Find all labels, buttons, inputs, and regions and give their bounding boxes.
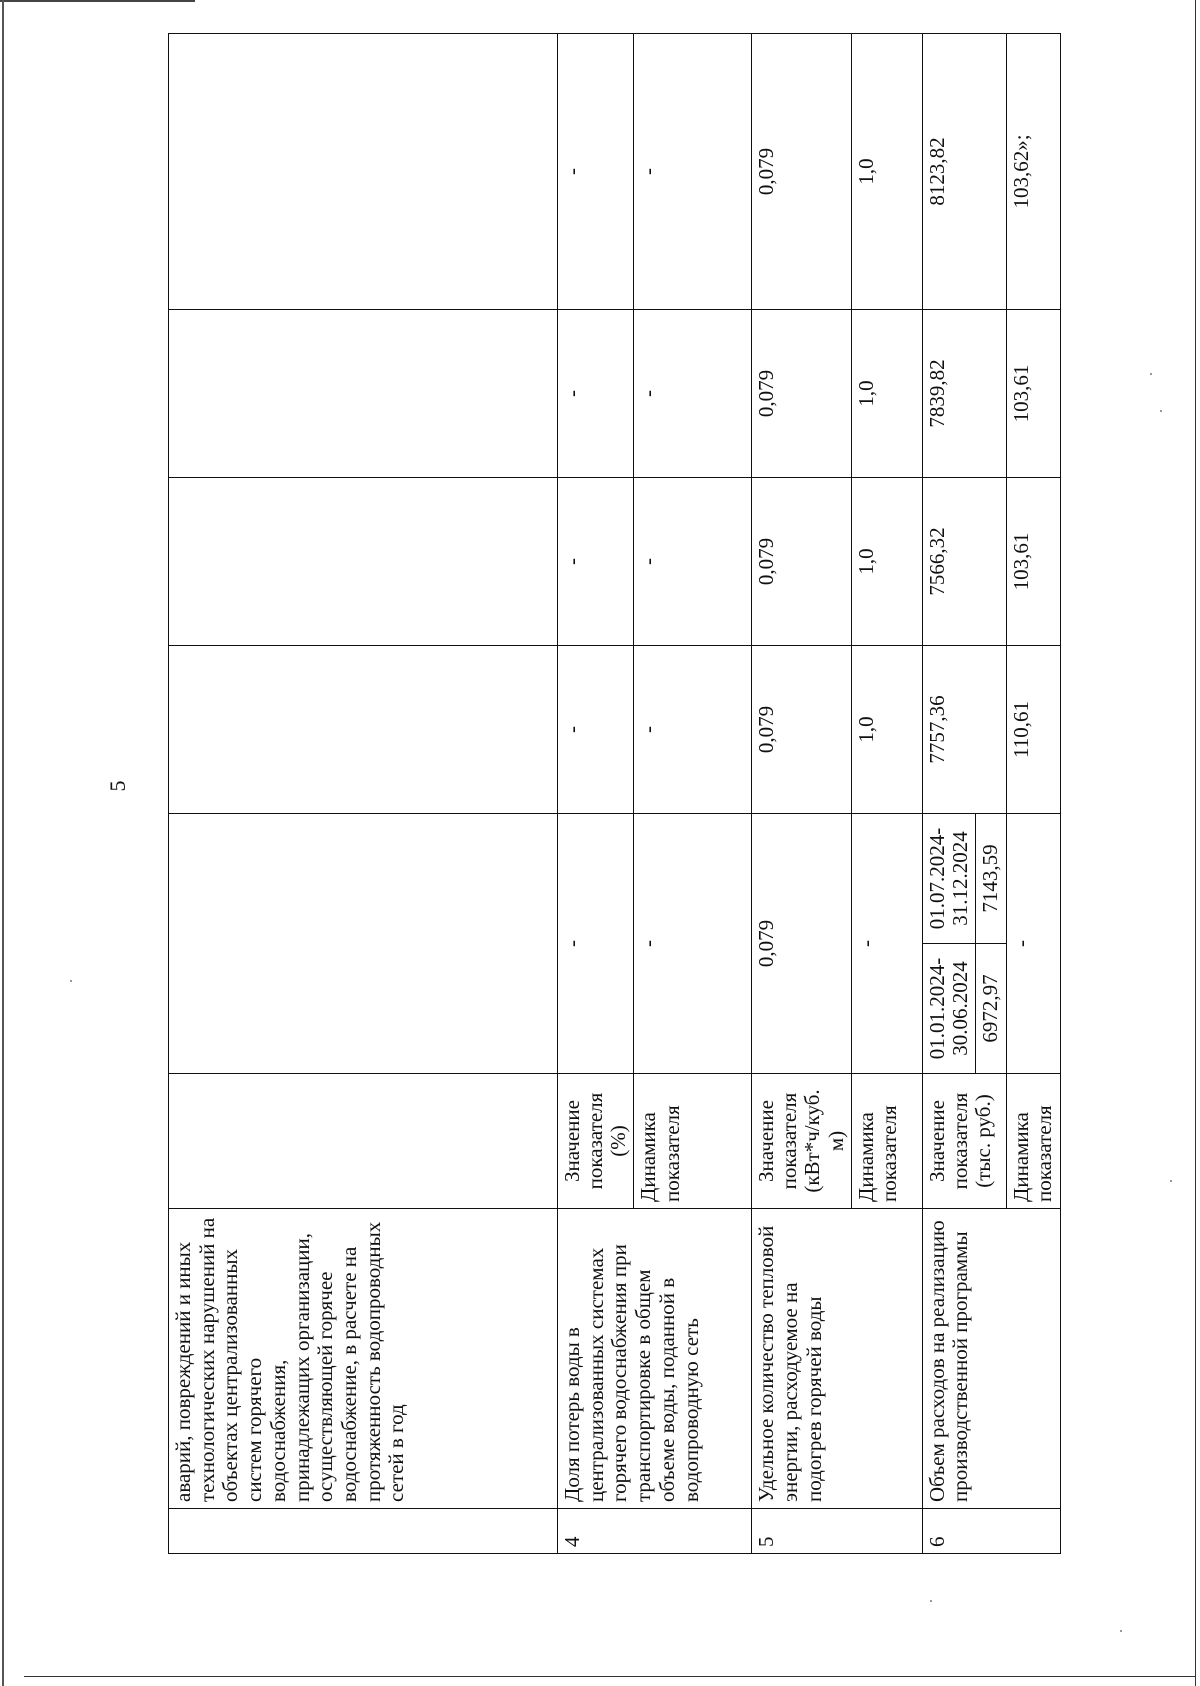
period-1-value: 6972,97: [975, 944, 1006, 1074]
indicator-name: Доля потерь воды в централизованных системах горячего водоснабжения при транспортировке в общем объеме воды, поданной в водопроводную сеть: [558, 1209, 752, 1509]
value-2028: 8123,82: [922, 34, 1006, 310]
value-2027: 1,0: [851, 310, 922, 478]
page-number: 5: [105, 780, 130, 792]
value-2028: 0,079: [752, 34, 851, 310]
table-row: [558, 34, 634, 1554]
period-1-label: 01.01.2024-30.06.2024: [922, 944, 975, 1074]
value-2026: 7566,32: [922, 478, 1006, 646]
sub-indicator-label: Динамика показателя: [1006, 1074, 1060, 1209]
row-number: 6: [922, 1509, 1060, 1554]
value-2024: 0,079: [752, 814, 851, 1074]
table-cell: [169, 478, 558, 646]
period-2-value: 7143,59: [975, 814, 1006, 944]
table-cell: [169, 1074, 558, 1209]
value-2027: -: [634, 310, 752, 478]
indicator-name: Удельное количество тепловой энергии, расходуемое на подогрев горячей воды: [752, 1209, 922, 1509]
value-2028: 1,0: [851, 34, 922, 310]
table-cell: [169, 34, 558, 310]
row-number: 5: [752, 1509, 922, 1554]
value-2025: -: [634, 646, 752, 814]
indicator-name: аварий, повреждений и иных технологических нарушений на объектах централизованных систем горячего водоснабжения, принадлежащих организации, осуществляющей горячее водоснабжение, в расчете на протяженность водопроводных сетей в год: [169, 1209, 558, 1509]
value-2025: 0,079: [752, 646, 851, 814]
value-2024: -: [634, 814, 752, 1074]
row-number: 4: [558, 1509, 752, 1554]
value-2027: 103,61: [1006, 310, 1060, 478]
value-2026: -: [558, 478, 634, 646]
value-2025: 7757,36: [922, 646, 1006, 814]
indicator-name: Объем расходов на реализацию производственной программы: [922, 1209, 1060, 1509]
table-cell: [169, 646, 558, 814]
value-2028: -: [558, 34, 634, 310]
row-number: [169, 1509, 558, 1554]
table-row: [169, 34, 558, 1554]
value-2026: -: [634, 478, 752, 646]
sub-indicator-label: Динамика показателя: [851, 1074, 922, 1209]
sub-indicator-label: Значение показателя (тыс. руб.): [922, 1074, 1006, 1209]
value-2028: -: [634, 34, 752, 310]
value-2028: 103,62»;: [1006, 34, 1060, 310]
value-2025: -: [558, 646, 634, 814]
sub-indicator-label: Значение показателя (кВт*ч/куб. м): [752, 1074, 851, 1209]
value-2026: 0,079: [752, 478, 851, 646]
value-2027: -: [558, 310, 634, 478]
table-row: [922, 34, 975, 1554]
value-2025: 110,61: [1006, 646, 1060, 814]
period-2-label: 01.07.2024-31.12.2024: [922, 814, 975, 944]
value-2027: 0,079: [752, 310, 851, 478]
value-2024: -: [558, 814, 634, 1074]
indicators-table: [168, 33, 1061, 1554]
value-2027: 7839,82: [922, 310, 1006, 478]
value-2026: 103,61: [1006, 478, 1060, 646]
table-cell: [169, 814, 558, 1074]
table-cell: [169, 310, 558, 478]
sub-indicator-label: Динамика показателя: [634, 1074, 752, 1209]
value-2024: -: [1006, 814, 1060, 1074]
value-2026: 1,0: [851, 478, 922, 646]
table-row: [752, 34, 851, 1554]
value-2025: 1,0: [851, 646, 922, 814]
sub-indicator-label: Значение показателя (%): [558, 1074, 634, 1209]
value-2024: -: [851, 814, 922, 1074]
